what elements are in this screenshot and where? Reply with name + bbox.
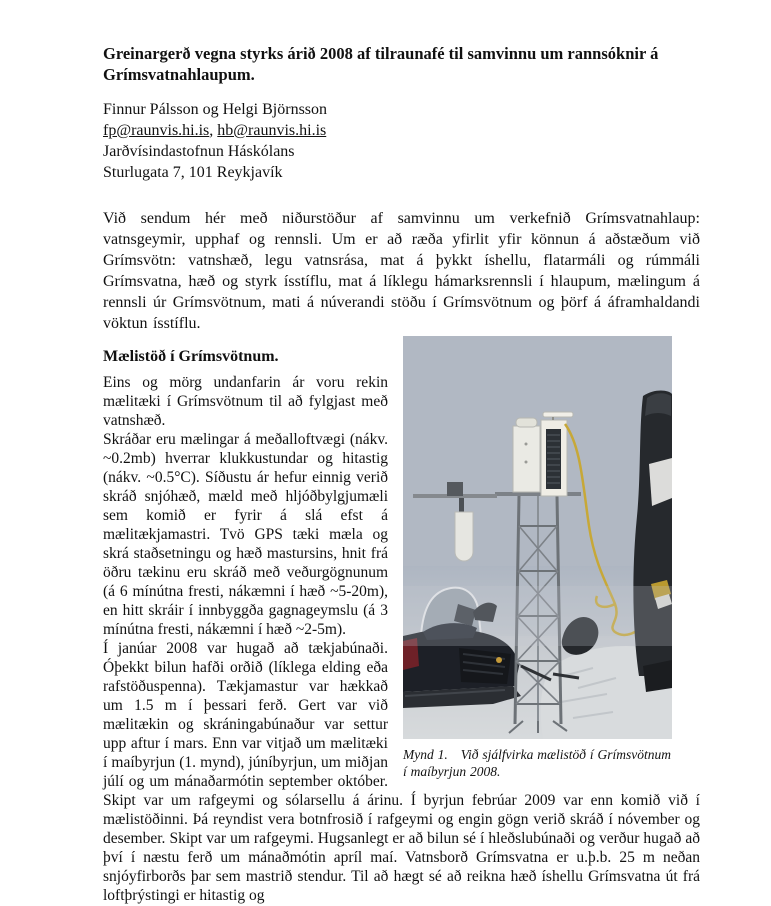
figure-1 [388,336,700,780]
email-line [103,120,700,141]
author-names: Finnur Pálsson og Helgi Björnsson [103,101,328,118]
address-line: Sturlugata 7, 101 Reykjavík [103,164,283,181]
intro-paragraph: Við sendum hér með niðurstöður af samvinnu um verkefnið Grímsvatnahlaup: vatnsgeymir, upphaf og rennsli. Um er að ræða yfirlit yfir könnun á aðstæðum við Grímsvötn: vatnshæð, legu vatnsrása, mat á þykkt íshellu, flatarmáli og rúmmáli Grímsvatna, hæð og styrk ísstíflu, mat á líklegu hámarksrennsli í hlaupum, mælingum á rennsli úr Grímsvötnum, mati á núverandi stöðu í Grímsvötnum og þörf á áframhaldandi vöktun ísstíflu. [103,210,700,332]
section-maelistod [103,347,700,905]
section-paragraph-1: Eins og mörg undanfarin ár voru rekin mælitæki í Grímsvötnum til að fylgjast með vatnshæð. [103,374,388,429]
figure-caption-text: Við sjálfvirka mælistöð í Grímsvötnum í maíbyrjun 2008. [403,747,671,779]
document-title: Greinargerð vegna styrks árið 2008 af tilraunafé til samvinnu um rannsóknir á Grímsvatnahlaupum. [103,44,659,84]
email-link-fp[interactable]: fp@raunvis.hi.is [103,122,210,139]
institution-line: Jarðvísindastofnun Háskólans [103,143,295,160]
station-photo [403,336,672,739]
section-heading: Mælistöð í Grímsvötnum. [103,348,279,365]
section-paragraph-2: Skráðar eru mælingar á meðalloftvægi (nákv. ~0.2mb) hverrar klukkustundar og hitastig (nákv. ~0.5°C). Síðustu ár hefur einnig verið skráð snjóhæð, mæld með hljóðbylgjumæli sem komið er fyrir á slá efst á mælitækjamastri. Tvö GPS tæki mæla og skrá staðsetningu og hæð mastursins, hnit frá öðru tækinu eru skráð með veðurgögnunum (á 6 mínútna fresti, nákæmni í hæð ~5-20m), en hitt skráir í innbyggða gagnageymslu (á 3 mínútna fresti, nákæmni í hæð ~2-5m). [103,431,388,638]
section-paragraph-3: Í janúar 2008 var hugað að tækjabúnaði. Óþekkt bilun hafði orðið (líklega elding eða rafstöðuspenna). Tækjamastur var hækkað um 1.5 m í þessari ferð. Gert var við mælitækin og skráningabúnaður var settur upp aftur í mars. Enn var vitjað um mælitæki í maíbyrjun (1. mynd), júníbyrjun, um miðjan júlí og um mánaðarmótin september október. Skipt var um rafgeymi og sólarsellu á árinu. Í byrjun febrúar 2009 var enn komið við í mælistöðinni. Þá reyndist vera botnfrosið í rafgeymi og engin gögn verið skráð í nóvember og desember. Skipt var um rafgeymi. Hugsanlegt er að bilun sé í hleðslubúnaði og verður hugað að því í næstu ferð um mánaðmótin apríl maí. Vatnsborð Grímsvatna er u.þ.b. 25 m neðan snjóyfirborðs þar sem mastrið stendur. Til að hægt sé að reikna hæð íshellu Grímsvatna út frá loftþrýstingi er hitastig og [103,640,700,904]
instrument-boxes [513,412,573,496]
email-separator: , [209,122,218,139]
author-block [103,99,700,183]
email-link-hb[interactable]: hb@raunvis.hi.is [217,122,327,139]
figure-caption [403,746,672,780]
figure-caption-label: Mynd 1. [403,747,448,762]
